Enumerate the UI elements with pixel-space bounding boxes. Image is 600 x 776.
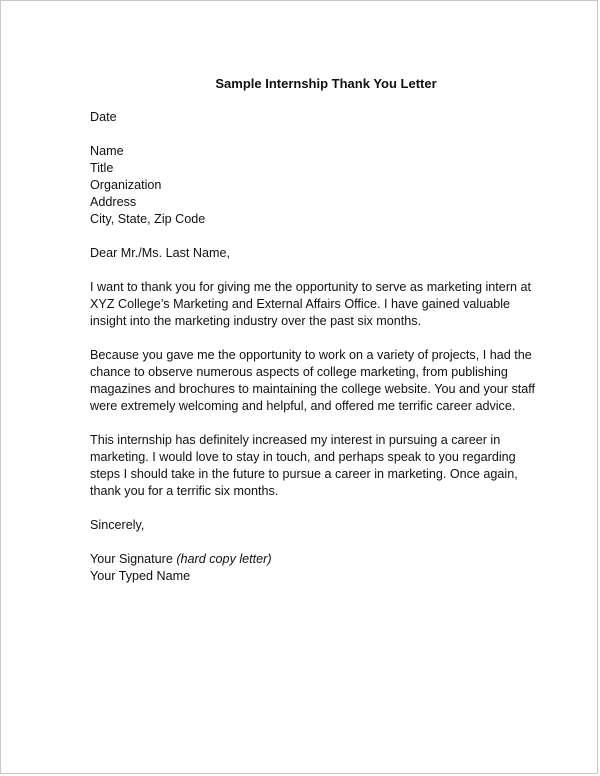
date-line: Date xyxy=(90,110,117,124)
salutation-block xyxy=(90,245,530,262)
paragraph-line: marketing. I would love to stay in touch, and perhaps speak to you regarding xyxy=(90,450,516,464)
paragraph-2 xyxy=(90,347,536,415)
signature-note: (hard copy letter) xyxy=(176,552,272,566)
paragraph-3 xyxy=(90,432,530,500)
salutation: Dear Mr./Ms. Last Name, xyxy=(90,246,230,260)
signature-block xyxy=(90,551,530,585)
paragraph-1 xyxy=(90,279,530,330)
paragraph-line: I want to thank you for giving me the opportunity to serve as marketing intern at xyxy=(90,280,532,294)
recipient-title: Title xyxy=(90,161,114,175)
paragraph-line: magazines and brochures to maintaining the college website. You and your staff xyxy=(90,382,536,396)
paragraph-line: Because you gave me the opportunity to work on a variety of projects, I had the xyxy=(90,348,532,362)
paragraph-line: were extremely welcoming and helpful, and offered me terrific career advice. xyxy=(90,399,516,413)
recipient-organization: Organization xyxy=(90,178,162,192)
date-block xyxy=(90,109,530,126)
paragraph-line: thank you for a terrific six months. xyxy=(90,484,279,498)
recipient-city-state-zip: City, State, Zip Code xyxy=(90,212,206,226)
signature-line xyxy=(90,551,530,568)
typed-name: Your Typed Name xyxy=(90,569,191,583)
paragraph-line: insight into the marketing industry over the past six months. xyxy=(90,314,422,328)
paragraph-line: This internship has definitely increased my interest in pursuing a career in xyxy=(90,433,501,447)
paragraph-line: steps I should take in the future to pursue a career in marketing. Once again, xyxy=(90,467,518,481)
signature-label: Your Signature xyxy=(90,552,173,566)
paragraph-line: chance to observe numerous aspects of college marketing, from publishing xyxy=(90,365,508,379)
recipient-address-block xyxy=(90,143,530,228)
paragraph-line: XYZ College’s Marketing and External Affairs Office. I have gained valuable xyxy=(90,297,511,311)
closing: Sincerely, xyxy=(90,518,145,532)
letter-title: Sample Internship Thank You Letter xyxy=(215,76,437,91)
letter-body xyxy=(90,75,536,602)
recipient-address: Address xyxy=(90,195,137,209)
recipient-name: Name xyxy=(90,144,124,158)
closing-block xyxy=(90,517,530,534)
